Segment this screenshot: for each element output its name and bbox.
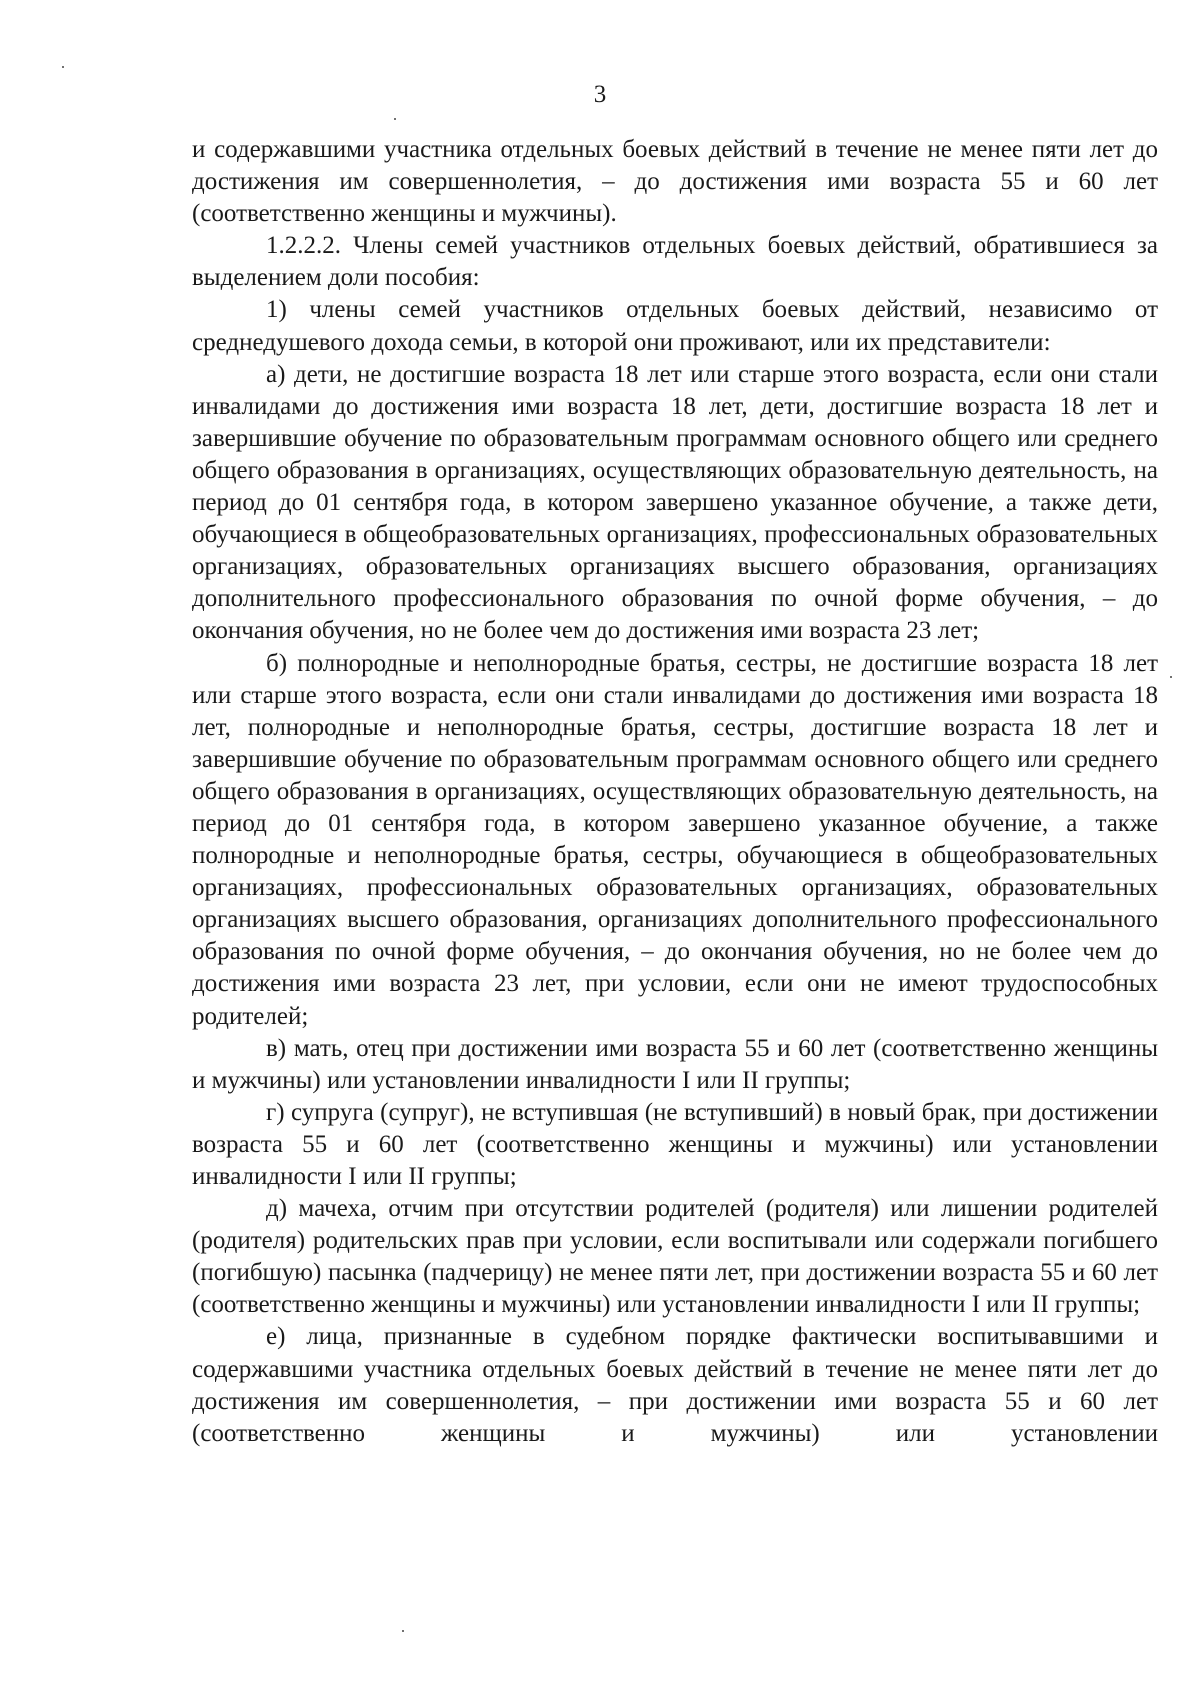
- paragraph-item-g: г) супруга (супруг), не вступившая (не вступивший) в новый брак, при достижении возраста 55 и 60 лет (соответственно женщины и мужчины) или установлении инвалидности I или II группы;: [192, 1098, 1158, 1190]
- page-number: 3: [593, 81, 607, 108]
- paragraph-item-a: а) дети, не достигшие возраста 18 лет или старше этого возраста, если они стали инвалидами до достижения ими возраста 18 лет, дети, достигшие возраста 18 лет и завершившие обучение по образовательным программам основного общего или среднего общего образования в организациях, осуществляющих образовательную деятельность, на период до 01 сентября года, в котором завершено указанное обучение, а также дети, обучающиеся в общеобразовательных организациях, профессиональных образовательных организациях, образовательных организациях высшего образования, организациях дополнительного профессионального образования по очной форме обучения, – до окончания обучения, но не более чем до достижения ими возраста 23 лет;: [192, 360, 1158, 645]
- scan-speck: [1170, 676, 1172, 678]
- paragraph-item-b: б) полнородные и неполнородные братья, сестры, не достигшие возраста 18 лет или старше этого возраста, если они стали инвалидами до достижения ими возраста 18 лет, полнородные и неполнородные братья, сестры, достигшие возраста 18 лет и завершившие обучение по образовательным программам основного общего или среднего общего образования в организациях, осуществляющих образовательную деятельность, на период до 01 сентября года, в котором завершено указанное обучение, а также полнородные и неполнородные братья, сестры, обучающиеся в общеобразовательных организациях, профессиональных образовательных организациях, образовательных организациях высшего образования, организациях дополнительного профессионального образования по очной форме обучения, – до окончания обучения, но не более чем до достижения ими возраста 23 лет, при условии, если они не имеют трудоспособных родителей;: [192, 649, 1158, 1030]
- scan-speck: [62, 66, 64, 68]
- paragraph-item-d: д) мачеха, отчим при отсутствии родителей (родителя) или лишении родителей (родителя) родительских прав при условии, если воспитывали или содержали погибшего (погибшую) пасынка (падчерицу) не менее пяти лет, при достижении возраста 55 и 60 лет (соответственно женщины и мужчины) или установлении инвалидности I или II группы;: [192, 1195, 1158, 1319]
- scan-speck: [402, 1630, 404, 1632]
- scan-speck: [394, 118, 396, 120]
- paragraph-section-1-2-2-2: 1.2.2.2. Члены семей участников отдельных боевых действий, обратившиеся за выделением доли пособия:: [192, 232, 1158, 292]
- paragraph-item-e: е) лица, признанные в судебном порядке фактически воспитывавшими и содержавшими участника отдельных боевых действий в течение не менее пяти лет до достижения им совершеннолетия, – при достижении ими возраста 55 и 60 лет (соответственно женщины и мужчины) или установлении: [192, 1323, 1158, 1447]
- document-body: [192, 134, 1158, 1450]
- paragraph-continuation: и содержавшими участника отдельных боевых действий в течение не менее пяти лет до достижения им совершеннолетия, – до достижения ими возраста 55 и 60 лет (соответственно женщины и мужчины).: [192, 136, 1158, 228]
- paragraph-item-1: 1) члены семей участников отдельных боевых действий, независимо от среднедушевого дохода семьи, в которой они проживают, или их представители:: [192, 296, 1158, 356]
- paragraph-item-v: в) мать, отец при достижении ими возраста 55 и 60 лет (соответственно женщины и мужчины) или установлении инвалидности I или II группы;: [192, 1034, 1158, 1094]
